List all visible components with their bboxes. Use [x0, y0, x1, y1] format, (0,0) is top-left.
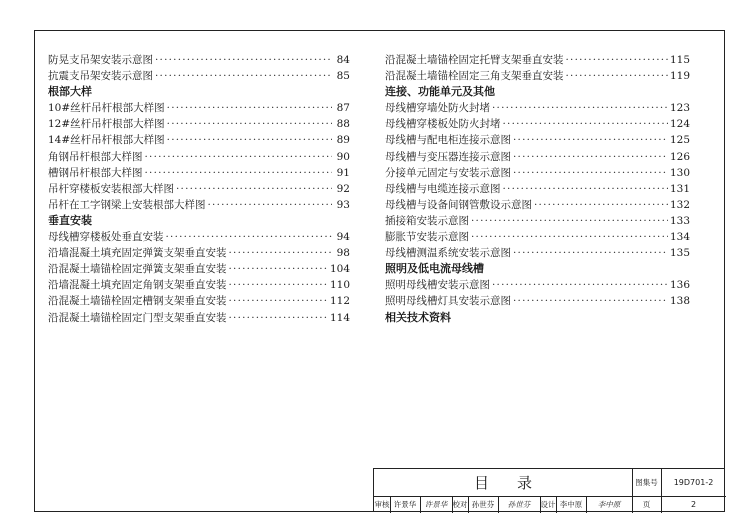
toc-leader-dots [513, 293, 668, 309]
toc-leader-dots [145, 165, 333, 181]
toc-entry-title: 沿混凝土墙锚栓固定三角支架垂直安装 [385, 70, 564, 83]
toc-entry-title: 母线槽与设备间钢管敷设示意图 [385, 198, 532, 211]
toc-entry[interactable] [48, 277, 350, 293]
designer-name: 李中原 [559, 500, 583, 509]
toc-entry-title: 沿混凝土墙锚栓固定槽钢支架垂直安装 [48, 295, 227, 308]
toc-entry-page: 119 [669, 70, 690, 83]
toc-entry[interactable] [48, 245, 350, 261]
toc-entry-page: 98 [336, 247, 350, 260]
toc-entry-title: 照明母线槽灯具安装示意图 [385, 295, 511, 308]
toc-leader-dots [155, 52, 332, 68]
toc-entry[interactable] [48, 197, 350, 213]
toc-entry-page: 88 [336, 118, 350, 131]
toc-entry-page: 126 [669, 150, 690, 163]
toc-entry-page: 133 [669, 214, 690, 227]
toc-entry-title: 母线槽穿楼板处垂直安装 [48, 231, 164, 244]
reviewer-name: 许景华 [393, 500, 417, 509]
toc-leader-dots [534, 197, 668, 213]
toc-entry[interactable] [48, 149, 350, 165]
toc-entry-title: 槽钢吊杆根部大样图 [48, 166, 143, 179]
toc-entry-title: 母线槽穿墙处防火封堵 [385, 102, 490, 115]
toc-leader-dots [513, 165, 668, 181]
toc-entry[interactable] [48, 100, 350, 116]
toc-leader-dots [513, 149, 668, 165]
review-label: 审核 [374, 500, 390, 509]
toc-entry[interactable] [48, 310, 350, 326]
toc-leader-dots [566, 68, 668, 84]
toc-leader-dots [471, 213, 668, 229]
toc-entry-page: 115 [669, 54, 690, 66]
document-title: 目录 [473, 474, 560, 492]
toc-entry-page: 124 [669, 118, 690, 131]
toc-entry-page: 89 [336, 134, 350, 147]
toc-entry[interactable] [48, 293, 350, 309]
toc-entry-page: 114 [329, 311, 350, 324]
toc-entry[interactable] [48, 132, 350, 148]
toc-entry-title: 膨胀节安装示意图 [385, 231, 469, 244]
toc-entry-page: 135 [669, 247, 690, 260]
toc-entry-title: 沿混凝土墙锚栓固定门型支架垂直安装 [48, 311, 227, 324]
toc-leader-dots [492, 100, 668, 116]
toc-entry-title: 分接单元固定与安装示意图 [385, 166, 511, 179]
toc-entry-title: 母线槽测温系统安装示意图 [385, 247, 511, 260]
designer-signature: 李中原 [597, 500, 621, 509]
toc-entry-page: 84 [336, 54, 350, 66]
toc-entry[interactable] [48, 68, 350, 84]
toc-entry-title: 插接箱安装示意图 [385, 214, 469, 227]
toc-entry-title: 母线槽穿楼板处防火封堵 [385, 118, 501, 131]
title-block [373, 468, 725, 512]
checker-signature: 孙世芬 [507, 500, 531, 509]
toc-entry[interactable] [385, 213, 690, 229]
toc-entry-page: 132 [669, 198, 690, 211]
toc-section-heading: 相关技术资料 [385, 310, 451, 324]
toc-leader-dots [229, 261, 328, 277]
design-label: 设计 [540, 500, 556, 509]
toc-entry-title: 12#丝杆吊杆根部大样图 [48, 118, 165, 131]
toc-leader-dots [167, 100, 332, 116]
toc-entry-page: 130 [669, 166, 690, 179]
toc-entry[interactable] [385, 116, 690, 132]
toc-entry[interactable] [385, 229, 690, 245]
toc-entry[interactable] [48, 52, 350, 68]
toc-entry-title: 沿墙混凝土填充固定弹簧支架垂直安装 [48, 247, 227, 260]
toc-entry[interactable] [48, 165, 350, 181]
toc-entry-page: 93 [336, 198, 350, 211]
toc-entry-page: 91 [336, 166, 350, 179]
toc-entry-title: 抗震支吊架安装示意图 [48, 70, 153, 83]
atlas-no-label: 图集号 [635, 478, 658, 487]
toc-entry-page: 136 [669, 279, 690, 292]
toc-leader-dots [167, 132, 332, 148]
toc-entry-page: 104 [329, 263, 350, 276]
toc-entry[interactable] [385, 277, 690, 293]
toc-section-heading: 根部大样 [48, 85, 92, 99]
toc-entry[interactable] [385, 100, 690, 116]
toc-section-heading: 垂直安装 [48, 213, 92, 227]
toc-entry-page: 131 [669, 182, 690, 195]
toc-leader-dots [155, 68, 332, 84]
toc-entry-title: 沿墙混凝土填充固定角钢支架垂直安装 [48, 279, 227, 292]
toc-entry[interactable] [385, 52, 690, 68]
toc-entry[interactable] [385, 245, 690, 261]
toc-entry-title: 母线槽与变压器连接示意图 [385, 150, 511, 163]
toc-entry-page: 134 [669, 231, 690, 244]
toc-entry-title: 吊杆在工字钢梁上安装根部大样图 [48, 198, 206, 211]
toc-entry-title: 防晃支吊架安装示意图 [48, 54, 153, 66]
toc-entry-title: 照明母线槽安装示意图 [385, 279, 490, 292]
toc-entry[interactable] [48, 261, 350, 277]
toc-entry-page: 92 [336, 182, 350, 195]
atlas-no: 19D701-2 [673, 478, 714, 487]
toc-entry[interactable] [48, 181, 350, 197]
toc-entry-title: 10#丝杆吊杆根部大样图 [48, 102, 165, 115]
toc-entry-title: 母线槽与配电柜连接示意图 [385, 134, 511, 147]
toc-entry-title: 沿混凝土墙锚栓固定托臂支架垂直安装 [385, 54, 564, 66]
toc-entry-title: 14#丝杆吊杆根部大样图 [48, 134, 165, 147]
toc-left-column [48, 52, 350, 326]
page-number: 2 [690, 500, 697, 509]
toc-entry[interactable] [385, 197, 690, 213]
toc-leader-dots [566, 52, 668, 68]
toc-entry-title: 角钢吊杆根部大样图 [48, 150, 143, 163]
reviewer-signature: 许景华 [424, 500, 448, 509]
toc-entry-page: 94 [336, 231, 350, 244]
toc-entry-page: 123 [669, 102, 690, 115]
toc-leader-dots [166, 229, 333, 245]
toc-entry-page: 85 [336, 70, 350, 83]
toc-entry-page: 110 [329, 279, 350, 292]
toc-entry-page: 87 [336, 102, 350, 115]
toc-entry-title: 吊杆穿楼板安装根部大样图 [48, 182, 174, 195]
toc-leader-dots [503, 181, 668, 197]
page-label: 页 [642, 500, 651, 509]
toc-entry-page: 90 [336, 150, 350, 163]
toc-leader-dots [513, 132, 668, 148]
toc-entry-page: 112 [329, 295, 350, 308]
toc-leader-dots [503, 116, 668, 132]
toc-entry[interactable] [385, 181, 690, 197]
toc-entry[interactable] [385, 293, 690, 309]
toc-entry[interactable] [385, 149, 690, 165]
toc-leader-dots [492, 277, 668, 293]
toc-leader-dots [208, 197, 333, 213]
toc-entry[interactable] [385, 132, 690, 148]
toc-entry-page: 125 [669, 134, 690, 147]
toc-leader-dots [167, 116, 332, 132]
toc-entry[interactable] [385, 165, 690, 181]
toc-entry[interactable] [48, 229, 350, 245]
toc-entry-title: 母线槽与电缆连接示意图 [385, 182, 501, 195]
toc-leader-dots [145, 149, 333, 165]
toc-right-column [385, 52, 690, 326]
toc-section-heading: 照明及低电流母线槽 [385, 262, 484, 276]
toc-leader-dots [229, 277, 328, 293]
toc-entry[interactable] [385, 68, 690, 84]
toc-entry-title: 沿混凝土墙锚栓固定弹簧支架垂直安装 [48, 263, 227, 276]
toc-leader-dots [471, 229, 668, 245]
toc-entry[interactable] [48, 116, 350, 132]
checker-name: 孙世芬 [471, 500, 495, 509]
toc-section-heading: 连接、功能单元及其他 [385, 85, 495, 99]
toc-leader-dots [229, 310, 328, 326]
toc-leader-dots [176, 181, 332, 197]
toc-entry-page: 138 [669, 295, 690, 308]
toc-leader-dots [229, 293, 328, 309]
toc-leader-dots [513, 245, 668, 261]
check-label: 校对 [452, 500, 468, 509]
toc-leader-dots [229, 245, 333, 261]
